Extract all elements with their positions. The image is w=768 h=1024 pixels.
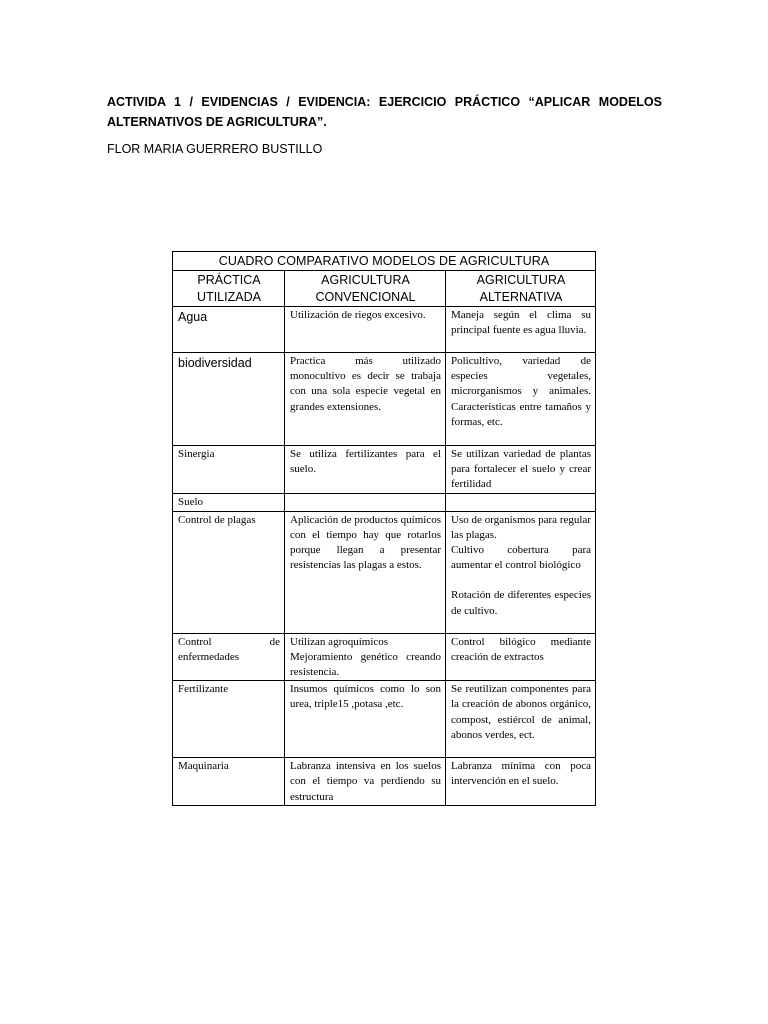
conventional-cell: Practica más utilizado monocultivo es decir se trabaja con una sola especie vegetal en grandes extensiones.: [285, 353, 446, 446]
alternative-cell: Maneja según el clima su principal fuente es agua lluvia.: [446, 307, 596, 353]
table-row: [173, 307, 596, 353]
header-alternative: AGRICULTURA ALTERNATIVA: [446, 271, 596, 307]
document-heading: ACTIVIDA 1 / EVIDENCIAS / EVIDENCIA: EJERCICIO PRÁCTICO “APLICAR MODELOS ALTERNATIVOS DE AGRICULTURA”.: [107, 95, 662, 129]
conventional-cell: Se utiliza fertilizantes para el suelo.: [285, 446, 446, 494]
conventional-cell: Aplicación de productos químicos con el tiempo hay que rotarlos porque llegan a presentar resistencias las plagas a estos.: [285, 511, 446, 633]
table-row: [173, 633, 596, 681]
author-name: FLOR MARIA GUERRERO BUSTILLO: [107, 142, 323, 156]
alternative-cell: [446, 493, 596, 511]
row-label: [173, 307, 285, 353]
conventional-text: Utilizan agroquímicos: [290, 635, 389, 648]
alternative-cell: Policultivo, variedad de especies vegetales, microrganismos y animales. Características entre tamaños y formas, etc.: [446, 353, 596, 446]
row-label: Sinergia: [173, 446, 285, 494]
alternative-cell: Control bilógico mediante creación de extractos: [446, 633, 596, 681]
table-row: [173, 511, 596, 633]
header-conventional: AGRICULTURA CONVENCIONAL: [285, 271, 446, 307]
conventional-cell: Labranza intensiva en los suelos con el tiempo va perdiendo su estructura: [285, 758, 446, 806]
table-title: CUADRO COMPARATIVO MODELOS DE AGRICULTURA: [173, 252, 596, 271]
row-label-text: Agua: [178, 310, 208, 324]
row-label: Control de plagas: [173, 511, 285, 633]
table-row: [173, 758, 596, 806]
header-practice: PRÁCTICA UTILIZADA: [173, 271, 285, 307]
table-row: [173, 353, 596, 446]
conventional-cell: Utilización de riegos excesivo.: [285, 307, 446, 353]
row-label: Fertilizante: [173, 681, 285, 758]
alternative-cell: Se reutilizan componentes para la creación de abonos orgánico, compost, estiércol de animal, abonos verdes, ect.: [446, 681, 596, 758]
spacer: [451, 573, 591, 588]
row-label: Control de enfermedades: [173, 633, 285, 681]
conventional-text: Mejoramiento genético creando resistencia.: [290, 650, 441, 679]
alternative-text: Cultivo cobertura para aumentar el control biológico: [451, 544, 591, 572]
alternative-text: Uso de organismos para regular las plagas.: [451, 513, 591, 541]
table-header-row: [173, 271, 596, 307]
alternative-cell: Se utilizan variedad de plantas para fortalecer el suelo y crear fertilidad: [446, 446, 596, 494]
row-label: Suelo: [173, 493, 285, 511]
alternative-cell: [446, 511, 596, 633]
table-title-row: [173, 252, 596, 271]
conventional-cell: [285, 493, 446, 511]
table-row: [173, 493, 596, 511]
comparison-table: [172, 251, 596, 806]
table-row: [173, 681, 596, 758]
row-label: [173, 353, 285, 446]
alternative-text: Rotación de diferentes especies de cultivo.: [451, 589, 591, 617]
table-row: [173, 446, 596, 494]
row-label: Maquinaria: [173, 758, 285, 806]
conventional-cell: [285, 633, 446, 681]
alternative-cell: Labranza mínima con poca intervención en el suelo.: [446, 758, 596, 806]
row-label-text: biodiversidad: [178, 356, 252, 370]
conventional-cell: Insumos químicos como lo son urea, triple15 ,potasa ,etc.: [285, 681, 446, 758]
